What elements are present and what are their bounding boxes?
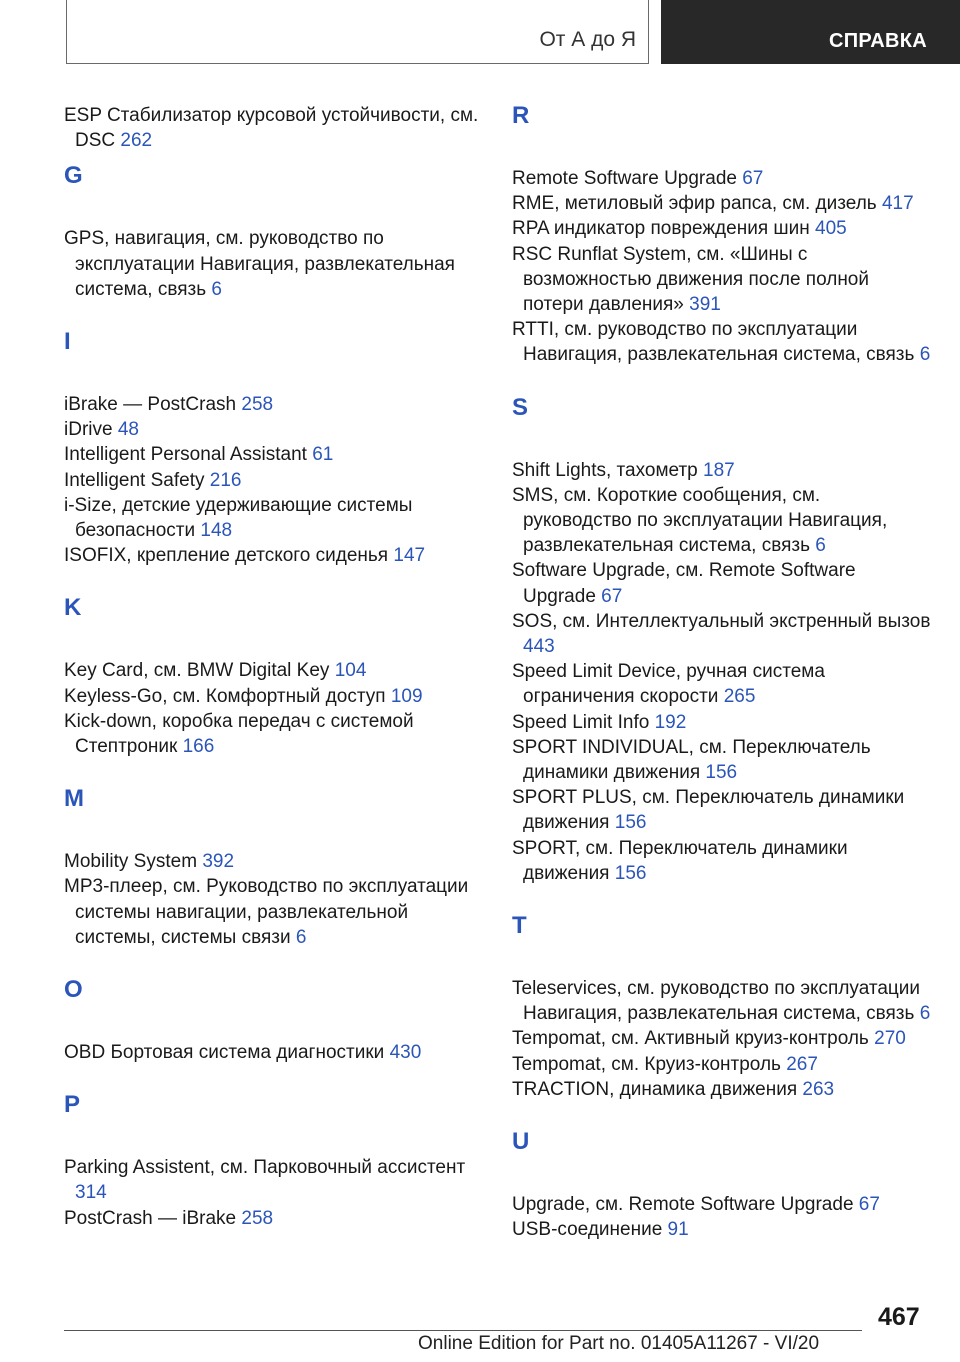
index-entry — [64, 1040, 479, 1065]
index-entry — [512, 1026, 932, 1051]
index-entry-text: Remote Software Upgrade — [512, 168, 737, 189]
index-entry — [512, 483, 932, 559]
footer-edition-text: Online Edition for Part no. 01405A11267 - VI/20 — [418, 1333, 820, 1354]
index-entry-text: TRACTION, динамика движения — [512, 1078, 798, 1100]
index-entry — [512, 609, 932, 659]
index-entry-page-link[interactable]: 166 — [182, 736, 215, 758]
index-entry-text: Keyless-Go, см. Комфортный доступ — [64, 685, 386, 707]
index-entry-text: SOS, см. Интеллектуальный экстренный вызов — [512, 610, 931, 632]
index-entry-text: SPORT INDIVIDUAL, см. Переключатель динамики движения — [512, 736, 871, 784]
index-entry-text: Speed Limit Info — [512, 711, 650, 733]
index-entry-text: Kick-down, коробка передач с системой Стептроник — [64, 710, 414, 758]
index-entry-text: SPORT PLUS, см. Переключатель динамики движения — [512, 787, 905, 834]
index-entry-text: i-Size, детские удерживающие системы безопасности — [64, 494, 413, 542]
index-entry-text: Teleservices, см. руководство по эксплуатации Навигация, развлекательная система, связь — [512, 978, 921, 1025]
index-entry-page-link[interactable]: 192 — [654, 711, 687, 733]
index-entry-page-link[interactable]: 61 — [312, 444, 334, 466]
index-entry-page-link[interactable]: 104 — [334, 660, 367, 682]
index-entry-page-link[interactable]: 267 — [786, 1053, 818, 1075]
index-entry — [512, 558, 932, 608]
index-letter-heading: S — [512, 393, 529, 421]
index-entry-page-link[interactable]: 263 — [802, 1078, 835, 1100]
index-entry — [512, 1217, 932, 1242]
index-entry — [64, 417, 479, 442]
index-entry — [512, 1052, 932, 1077]
index-entry-page-link[interactable]: 417 — [881, 193, 914, 215]
index-entry-page-link[interactable]: 148 — [200, 520, 233, 542]
index-entry-text: Shift Lights, тахометр — [512, 459, 698, 481]
index-entry-text: USB-соединение — [512, 1219, 663, 1241]
index-entry-page-link[interactable]: 258 — [241, 394, 274, 416]
index-entry — [512, 659, 932, 709]
index-entry-text: GPS, навигация, см. руководство по эксплуатации Навигация, развлекательная система, связь — [64, 228, 455, 300]
index-entry-page-link[interactable]: 314 — [75, 1182, 107, 1204]
header-section-label: От А до Я — [539, 28, 636, 51]
index-entry-text: Upgrade, см. Remote Software Upgrade — [512, 1194, 854, 1216]
index-entry — [64, 468, 479, 493]
index-entry-page-link[interactable]: 187 — [703, 459, 735, 481]
index-entry-page-link[interactable]: 156 — [614, 862, 647, 884]
index-entry-page-link[interactable]: 156 — [614, 812, 647, 834]
index-entry-text: RTTI, см. руководство по эксплуатации Навигация, развлекательная система, связь — [512, 319, 915, 366]
index-entry-text: RPA индикатор повреждения шин — [512, 218, 810, 240]
header-section-box — [66, 0, 649, 64]
index-letter-heading: U — [512, 1128, 530, 1156]
index-entry — [64, 226, 479, 302]
index-letter-heading: P — [64, 1091, 81, 1119]
index-entry — [64, 103, 479, 153]
index-entry-page-link[interactable]: 6 — [211, 278, 222, 300]
index-entry — [512, 735, 932, 785]
index-entry-text: Intelligent Personal Assistant — [64, 444, 307, 466]
index-entry-page-link[interactable]: 262 — [120, 130, 153, 152]
index-entry — [512, 710, 932, 735]
index-entry — [512, 242, 932, 318]
index-entry-page-link[interactable]: 91 — [667, 1219, 689, 1241]
index-entry — [512, 458, 932, 483]
index-entry — [512, 836, 932, 886]
index-entry-page-link[interactable]: 109 — [390, 685, 423, 707]
index-entry — [64, 684, 479, 709]
index-entry — [64, 543, 479, 568]
footer-divider — [64, 1330, 862, 1331]
index-entry-page-link[interactable]: 6 — [919, 1003, 931, 1025]
index-entry-text: iDrive — [64, 419, 113, 441]
header-tab-label: СПРАВКА — [828, 30, 927, 52]
index-entry-text: Tempomat, см. Активный круиз-контроль — [512, 1028, 869, 1050]
index-entry-text: Tempomat, см. Круиз-контроль — [512, 1053, 781, 1075]
index-letter-heading: G — [64, 162, 83, 190]
index-entry-page-link[interactable]: 6 — [295, 926, 307, 948]
index-entry — [64, 849, 479, 874]
index-column-right — [512, 101, 932, 1260]
index-entry — [64, 1155, 479, 1205]
index-entry-page-link[interactable]: 67 — [742, 168, 764, 189]
index-entry-text: Parking Assistent, см. Парковочный ассистент — [64, 1157, 466, 1179]
index-entry — [512, 166, 932, 191]
index-entry-text: OBD Бортовая система диагностики — [64, 1042, 385, 1064]
index-entry — [512, 785, 932, 835]
index-entry-text: iBrake — PostCrash — [64, 394, 237, 416]
page-number: 467 — [878, 1303, 920, 1331]
index-entry-page-link[interactable]: 391 — [689, 294, 721, 316]
index-entry-text: Software Upgrade, см. Remote Software Upgrade — [512, 560, 856, 607]
index-letter-heading: T — [512, 912, 527, 940]
index-entry-text: SMS, см. Короткие сообщения, см. руководство по эксплуатации Навигация, развлекательная система, связь — [512, 484, 888, 557]
index-entry — [512, 317, 932, 367]
index-entry — [64, 392, 479, 417]
index-entry — [64, 1206, 479, 1231]
index-entry — [64, 709, 479, 759]
index-entry-page-link[interactable]: 392 — [202, 851, 235, 873]
index-entry-page-link[interactable]: 265 — [723, 686, 756, 708]
index-entry — [64, 658, 479, 683]
index-entry-page-link[interactable]: 443 — [523, 636, 555, 658]
index-entry-page-link[interactable]: 156 — [705, 762, 738, 784]
index-entry-text: MP3-плеер, см. Руководство по эксплуатации системы навигации, развлекательной системы, системы связи — [64, 876, 469, 948]
index-entry — [512, 216, 932, 241]
index-column-left — [64, 103, 479, 1248]
index-entry-page-link[interactable]: 6 — [919, 344, 931, 366]
index-entry — [64, 493, 479, 543]
index-entry-text: Speed Limit Device, ручная система ограничения скорости — [512, 661, 825, 708]
index-entry-page-link[interactable]: 67 — [858, 1194, 880, 1216]
index-entry-text: Mobility System — [64, 851, 198, 873]
index-entry-text: RSC Runflat System, см. «Шины с возможностью движения после полной потери давления» — [512, 243, 869, 316]
index-entry-text: Key Card, см. BMW Digital Key — [64, 660, 330, 682]
index-entry — [512, 191, 932, 216]
index-entry — [512, 1192, 932, 1217]
index-entry-text: PostCrash — iBrake — [64, 1207, 237, 1229]
index-letter-heading: K — [64, 594, 82, 622]
header-tab[interactable] — [661, 0, 960, 64]
index-letter-heading: R — [512, 102, 530, 129]
index-entry-page-link[interactable]: 270 — [874, 1028, 906, 1050]
index-entry-page-link[interactable]: 430 — [389, 1042, 422, 1064]
index-entry-page-link[interactable]: 258 — [241, 1207, 274, 1229]
index-entry — [64, 874, 479, 950]
index-entry — [64, 442, 479, 467]
index-entry-page-link[interactable]: 147 — [393, 545, 426, 567]
index-letter-heading: I — [64, 328, 71, 356]
index-entry-text: ESP Стабилизатор курсовой устойчивости, см. DSC — [64, 105, 479, 152]
index-entry-text: Intelligent Safety — [64, 469, 205, 491]
index-entry-page-link[interactable]: 6 — [815, 535, 826, 557]
index-entry-text: RME, метиловый эфир рапса, см. дизель — [512, 193, 877, 215]
index-entry-page-link[interactable]: 405 — [815, 218, 847, 240]
index-entry-page-link[interactable]: 48 — [117, 419, 139, 441]
index-entry-text: SPORT, см. Переключатель динамики движения — [512, 837, 848, 884]
index-letter-heading: M — [64, 785, 84, 813]
index-entry-page-link[interactable]: 67 — [601, 585, 623, 607]
index-entry-page-link[interactable]: 216 — [209, 469, 242, 491]
index-letter-heading: O — [64, 976, 83, 1004]
index-entry — [512, 1077, 932, 1102]
index-entry-text: ISOFIX, крепление детского сиденья — [64, 545, 389, 567]
index-entry — [512, 976, 932, 1026]
